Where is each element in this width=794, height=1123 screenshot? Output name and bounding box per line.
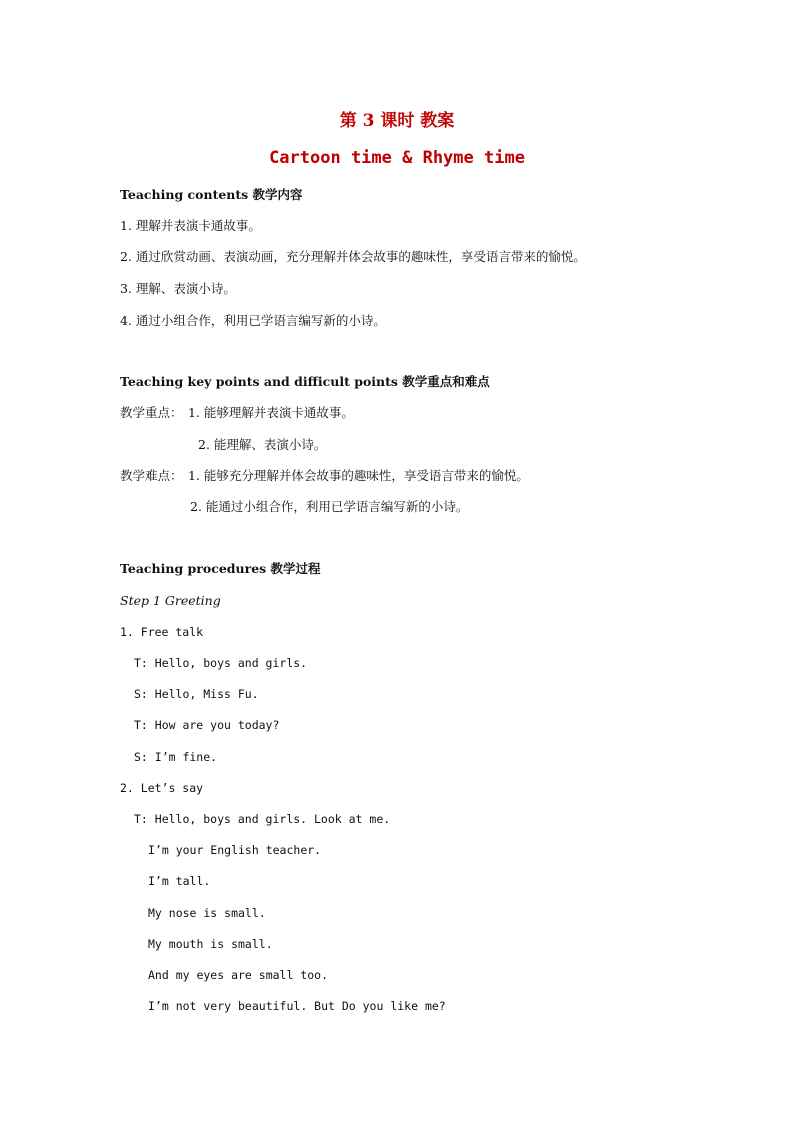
- dialogue-line: T: Hello, boys and girls. Look at me.: [134, 812, 391, 826]
- procedures-heading: Teaching procedures 教学过程: [120, 561, 321, 576]
- dialogue-line: T: Hello, boys and girls.: [134, 656, 308, 670]
- step-title: Step 1 Greeting: [120, 593, 221, 608]
- dialogue-line: My nose is small.: [148, 906, 266, 920]
- dialogue-line: And my eyes are small too.: [148, 968, 329, 982]
- difficult-point-item: 2. 能通过小组合作，利用已学语言编写新的小诗。: [190, 499, 469, 514]
- dialogue-line: S: I’m fine.: [134, 750, 218, 764]
- lesson-subtitle: Cartoon time & Rhyme time: [269, 148, 525, 168]
- dialogue-line: My mouth is small.: [148, 937, 273, 951]
- key-points-heading: Teaching key points and difficult points 教学重点和难点: [120, 374, 490, 389]
- key-points-label: 教学重点：: [120, 405, 183, 420]
- dialogue-line: I’m not very beautiful. But Do you like me?: [148, 999, 446, 1013]
- dialogue-line: T: How are you today?: [134, 718, 280, 732]
- lets-say-title: 2. Let’s say: [120, 781, 204, 795]
- free-talk-title: 1. Free talk: [120, 625, 204, 639]
- dialogue-line: I’m tall.: [148, 874, 211, 888]
- teaching-contents-heading: Teaching contents 教学内容: [120, 187, 303, 202]
- lesson-title: 第 3 课时 教案: [339, 111, 455, 131]
- key-point-item: 2. 能理解、表演小诗。: [198, 437, 327, 452]
- contents-item: 4. 通过小组合作，利用已学语言编写新的小诗。: [120, 313, 386, 328]
- contents-item: 3. 理解、表演小诗。: [120, 281, 236, 296]
- contents-item: 1. 理解并表演卡通故事。: [120, 218, 261, 233]
- difficult-points-label: 教学难点：: [120, 468, 183, 483]
- dialogue-line: I’m your English teacher.: [148, 843, 322, 857]
- difficult-point-item: 1. 能够充分理解并体会故事的趣味性，享受语言带来的愉悦。: [188, 468, 529, 483]
- contents-item: 2. 通过欣赏动画、表演动画，充分理解并体会故事的趣味性，享受语言带来的愉悦。: [120, 249, 586, 264]
- key-point-item: 1. 能够理解并表演卡通故事。: [188, 405, 354, 420]
- dialogue-line: S: Hello, Miss Fu.: [134, 687, 259, 701]
